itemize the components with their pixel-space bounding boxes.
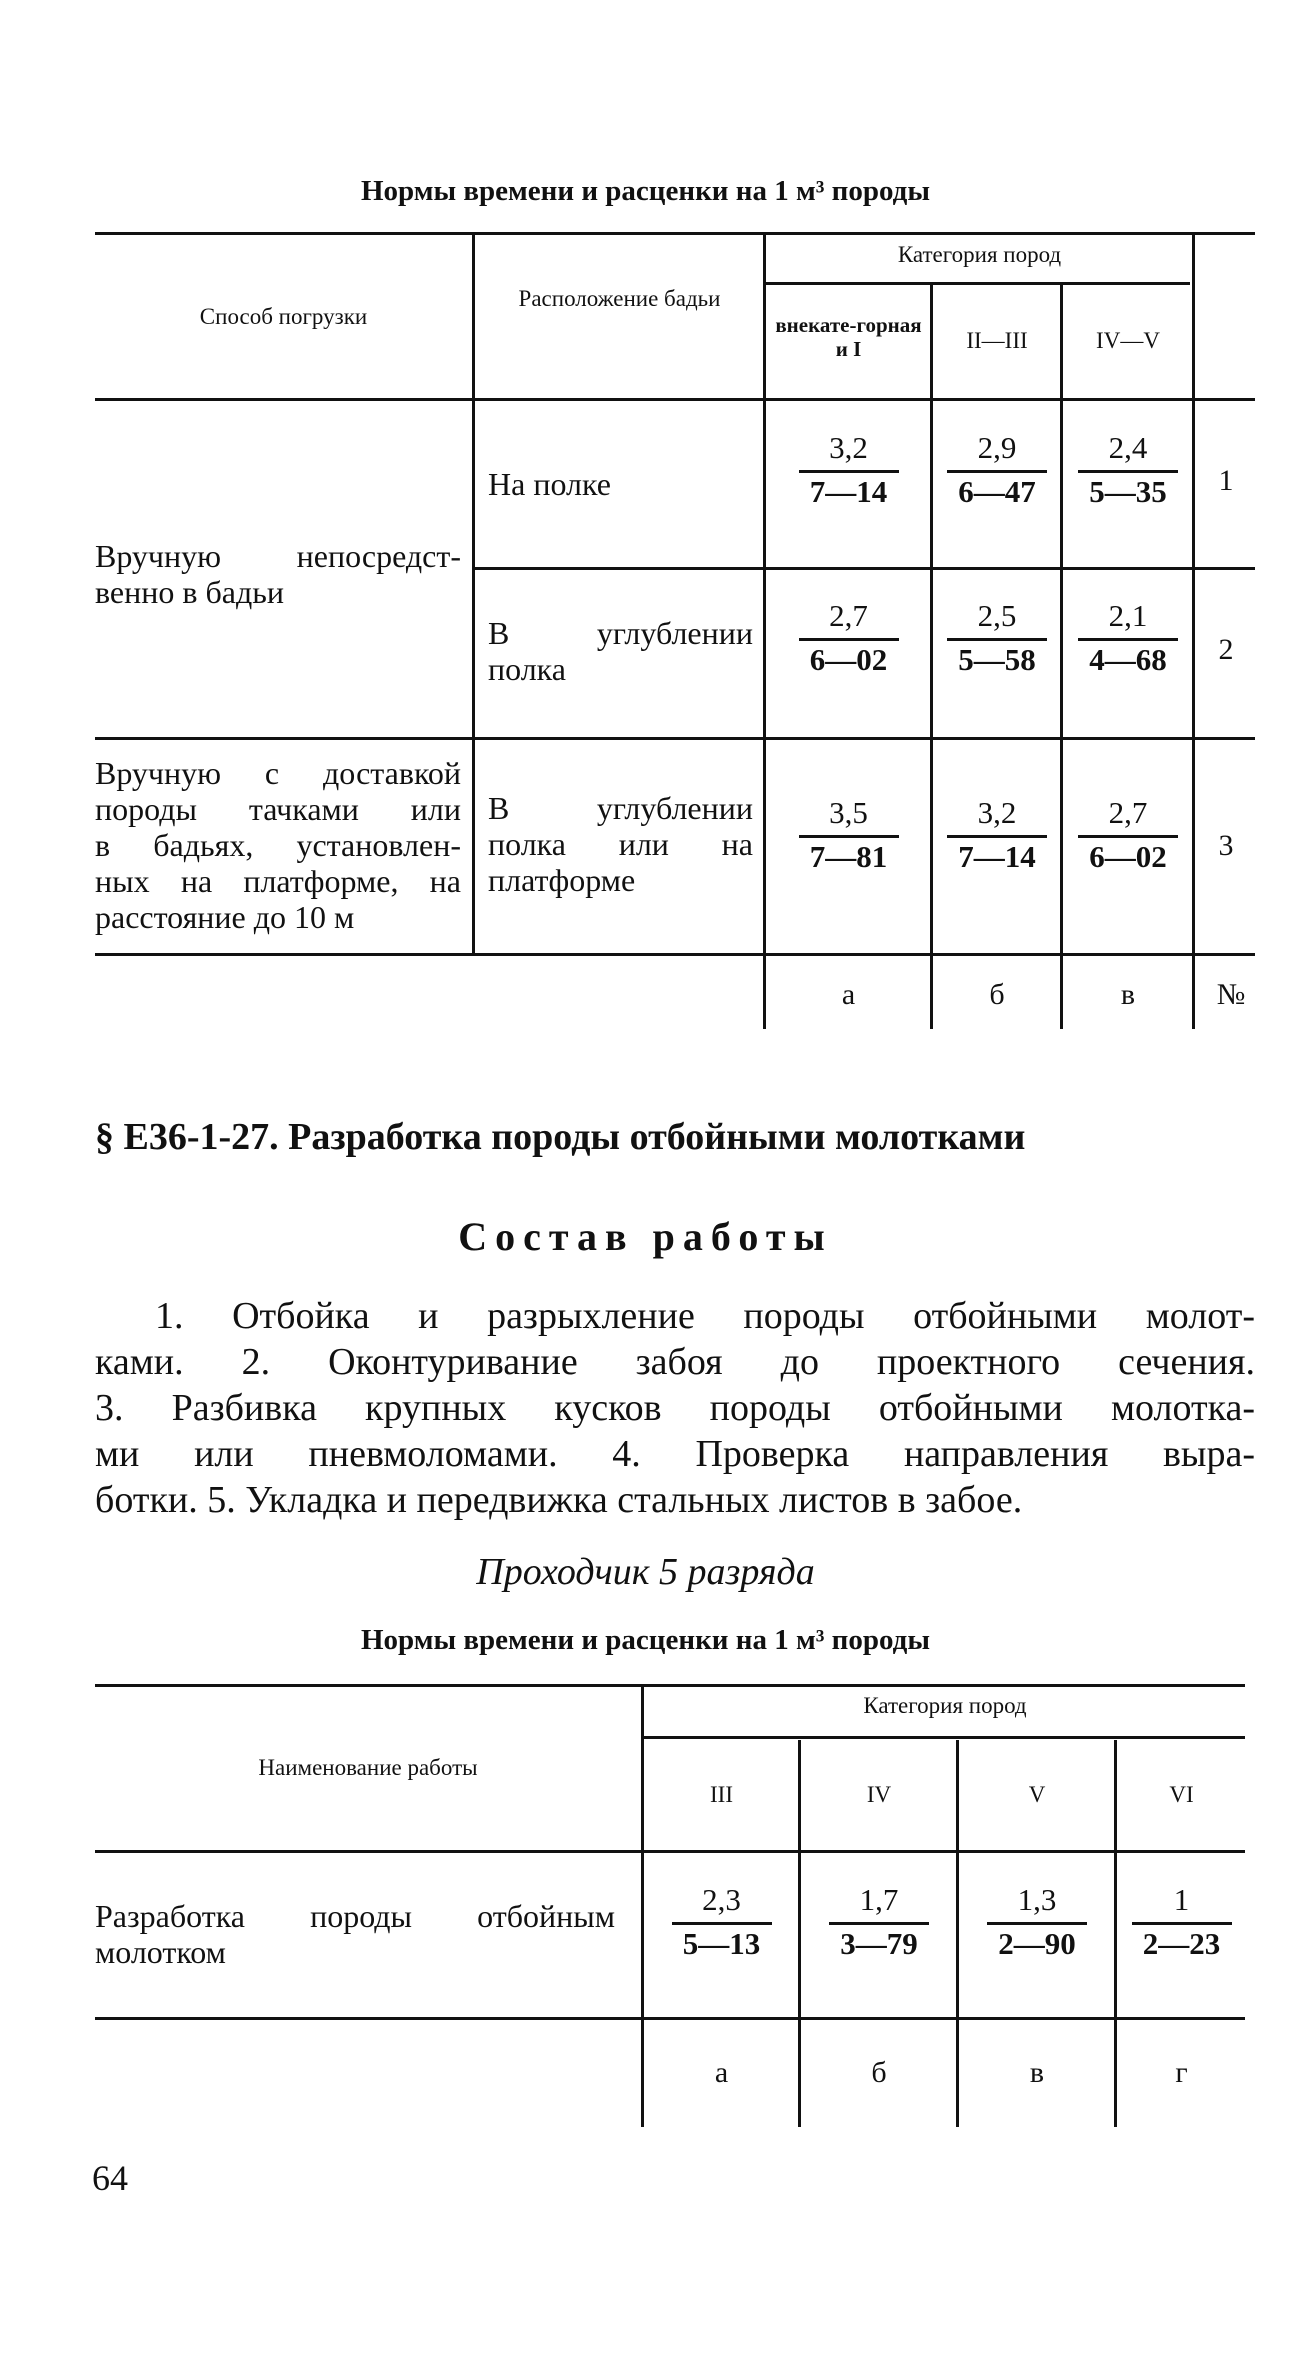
table2-col-divider [798, 1740, 801, 2127]
table1-header-category: Категория пород [897, 242, 1062, 267]
table2-header-col: V [1028, 1782, 1046, 1807]
table2-top-rule [95, 1684, 1245, 1687]
table2-value [960, 1882, 1114, 1963]
text-line: ботки. 5. Укладка и передвижка стальных листов в забое. [95, 1479, 1023, 1521]
norm-time: 2,7 [829, 598, 868, 633]
table1-bottom-rule [95, 953, 1255, 956]
table1-header-rule [95, 398, 1255, 401]
table2-column-letter: г [1175, 2056, 1188, 2089]
table1-column-letter: а [841, 978, 856, 1011]
table2-header-col: III [710, 1782, 733, 1807]
norm-time: 2,4 [1108, 430, 1148, 465]
norm-time: 2,1 [1108, 598, 1148, 633]
page-number: 64 [92, 2158, 128, 2198]
table1-top-rule [95, 232, 1255, 235]
text-line: молотком [95, 1934, 226, 1970]
table1-position-3 [488, 790, 753, 898]
table2-header-rule [95, 1850, 1245, 1853]
section-title: § Е36-1-27. Разработка породы отбойными молотками [95, 1116, 1026, 1158]
table1-col-divider [1060, 282, 1063, 1029]
text-line: платформе [488, 862, 636, 898]
table1-col-divider [930, 282, 933, 1029]
table2-col-divider [956, 1740, 959, 2127]
table2-value [1118, 1882, 1245, 1963]
text-line: в бадьях, установлен- [95, 827, 461, 863]
norm-time: 2,9 [977, 430, 1017, 465]
table1-col-divider [472, 232, 475, 953]
norm-time: 1 [1173, 1882, 1190, 1917]
norm-time: 3,2 [977, 795, 1017, 830]
table1-value [767, 430, 930, 511]
worker-grade: Проходчик 5 разряда [476, 1551, 815, 1593]
norm-time: 1,7 [859, 1882, 899, 1917]
table1-value [934, 795, 1060, 876]
text-line: расстояние до 10 м [95, 899, 355, 935]
table1-value [1064, 795, 1192, 876]
table2-bottom-rule [95, 2017, 1245, 2020]
table1-position-2 [488, 615, 753, 687]
work-description [95, 1293, 1255, 1523]
rate: 7—14 [809, 474, 888, 509]
table1-column-letter: № [1216, 978, 1246, 1011]
text-line: 1. Отбойка и разрыхление породы отбойными молот- [155, 1295, 1255, 1337]
table1-row-number: 2 [1218, 633, 1234, 666]
rate: 6—02 [1089, 839, 1167, 874]
rate: 4—68 [1089, 642, 1167, 677]
rate: 5—35 [1089, 474, 1167, 509]
norm-time: 1,3 [1017, 1882, 1057, 1917]
text-line: венно в бадьи [95, 574, 284, 610]
rate: 6—47 [958, 474, 1036, 509]
norm-time: 2,7 [1108, 795, 1148, 830]
table1-value [934, 430, 1060, 511]
table2-value [802, 1882, 956, 1963]
table2-header-col: IV [866, 1782, 892, 1807]
table2-col-divider [641, 1684, 644, 2127]
table1-header-position: Расположение бадьи [518, 286, 721, 311]
table1-value [767, 795, 930, 876]
table1-header-method: Способ погрузки [199, 304, 368, 329]
table2-value [645, 1882, 798, 1963]
table1-col-divider [1192, 232, 1195, 1029]
table1-method-3 [95, 755, 461, 935]
norm-time: 2,5 [977, 598, 1017, 633]
text-line: породы тачками или [95, 791, 461, 827]
table2-row-label [95, 1898, 615, 1970]
table1-caption: Нормы времени и расценки на 1 м³ породы [361, 175, 930, 207]
table2-column-letter: б [871, 2056, 887, 2089]
table1-row-number: 1 [1218, 464, 1234, 497]
table2-header-name: Наименование работы [258, 1755, 478, 1780]
table1-value [767, 598, 930, 679]
table1-column-letter: в [1120, 978, 1136, 1011]
text-line: Разработка породы отбойным [95, 1898, 615, 1934]
table2-column-letter: в [1029, 2056, 1045, 2089]
rate: 5—58 [958, 642, 1036, 677]
text-line: ных на платформе, на [95, 863, 461, 899]
text-line: полка или на [488, 826, 753, 862]
text-line: 3. Разбивка крупных кусков породы отбойными молотка- [95, 1387, 1255, 1429]
text-line: В углублении [488, 615, 753, 651]
table1-col-divider [763, 232, 766, 1029]
norm-time: 3,2 [829, 430, 868, 465]
table2-header-category: Категория пород [863, 1693, 1027, 1718]
table2-caption: Нормы времени и расценки на 1 м³ породы [361, 1624, 930, 1656]
text-line: Вручную с доставкой [95, 755, 461, 791]
rate: 6—02 [809, 642, 888, 677]
text-line: полка [488, 651, 566, 687]
rate: 7—81 [809, 839, 888, 874]
table2-category-rule [643, 1736, 1245, 1739]
rate: 7—14 [958, 839, 1036, 874]
rate: 2—90 [998, 1926, 1076, 1961]
table1-value [934, 598, 1060, 679]
table2-header-col: VI [1169, 1782, 1194, 1807]
text-line: ми или пневмоломами. 4. Проверка направления выра- [95, 1433, 1255, 1475]
table1-row2-rule [95, 737, 1255, 740]
rate: 2—23 [1142, 1926, 1221, 1961]
table1-column-letter: б [989, 978, 1005, 1011]
work-heading: Состав работы [458, 1214, 833, 1259]
text-line: ками. 2. Оконтуривание забоя до проектного сечения. [95, 1341, 1255, 1383]
text-line: В углублении [488, 790, 753, 826]
table1-category-rule [765, 282, 1190, 285]
table1-value [1064, 430, 1192, 511]
table1-position-1: На полке [488, 466, 611, 502]
table1-header-col-b: II—III [966, 328, 1028, 353]
rate: 3—79 [840, 1926, 918, 1961]
table1-value [1064, 598, 1192, 679]
table1-header-col-c: IV—V [1096, 328, 1160, 353]
table1-row-number: 3 [1218, 829, 1234, 862]
norm-time: 2,3 [702, 1882, 741, 1917]
table1-header-col-a: внекате-горная и I [775, 313, 922, 361]
text-line: Вручную непосредст- [95, 538, 461, 574]
table2-column-letter: а [714, 2056, 729, 2089]
table2-col-divider [1114, 1740, 1117, 2127]
rate: 5—13 [682, 1926, 761, 1961]
norm-time: 3,5 [829, 795, 868, 830]
table1-method-1 [95, 538, 461, 610]
table1-row1-rule [472, 567, 1255, 570]
